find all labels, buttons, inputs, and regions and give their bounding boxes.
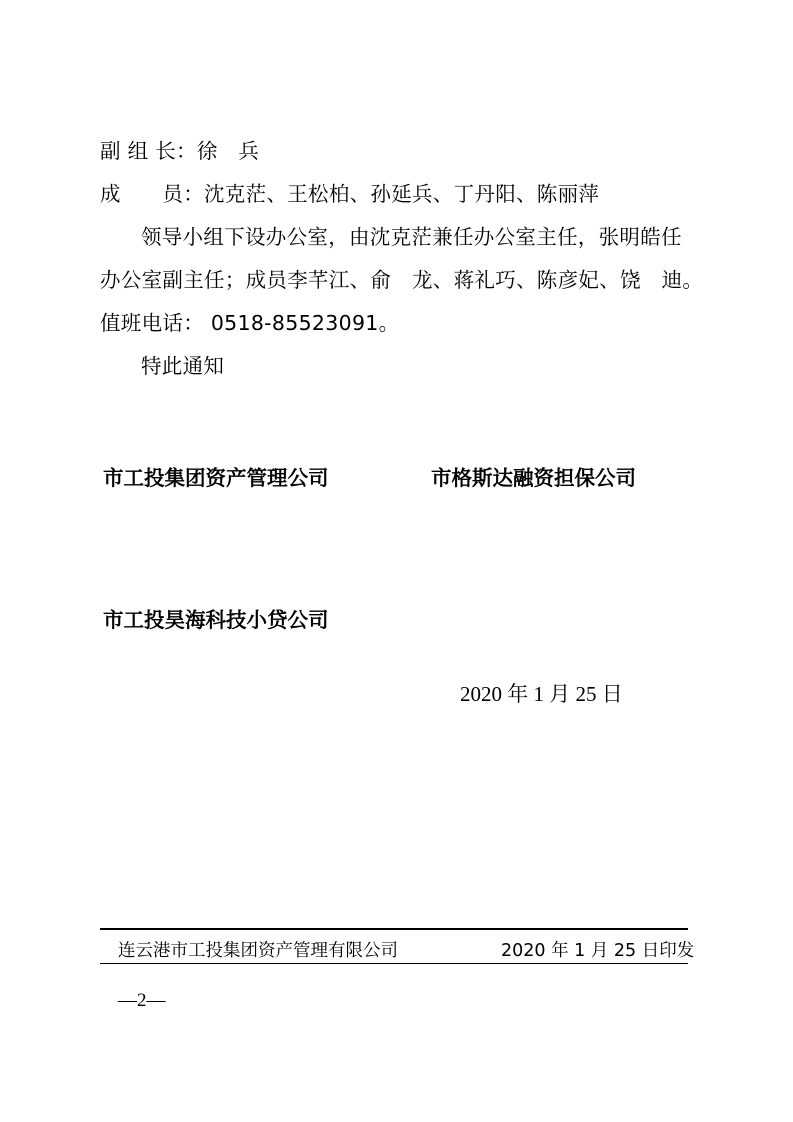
signature-company-1: 市工投集团资产管理公司	[103, 466, 329, 490]
body-line-notice-closing: 特此通知	[141, 354, 225, 378]
body-line-office-2: 办公室副主任；成员李芊江、俞 龙、蒋礼巧、陈彦妃、饶 迪。	[100, 268, 704, 292]
body-line-duty-phone: 值班电话： 0518-85523091。	[100, 311, 400, 335]
signature-gap	[329, 466, 432, 490]
footer-issuer: 连云港市工投集团资产管理有限公司	[118, 941, 398, 961]
body-line-deputy-leader: 副 组 长：徐 兵	[100, 139, 260, 163]
footer-rule-top	[100, 928, 688, 930]
document-body	[100, 130, 710, 388]
footer-rule-bottom	[100, 963, 688, 964]
footer-issue-date: 2020 年 1 月 25 日印发	[501, 941, 695, 961]
body-line-office-1: 领导小组下设办公室，由沈克茫兼任办公室主任，张明皓任	[141, 225, 682, 249]
page-number: —2—	[118, 990, 166, 1011]
signature-block	[103, 462, 723, 494]
body-line-members: 成 员：沈克茫、王松柏、孙延兵、丁丹阳、陈丽萍	[100, 182, 600, 206]
signature-company-3: 市工投昊海科技小贷公司	[103, 608, 329, 632]
signature-row-1	[103, 462, 723, 494]
signature-company-2: 市格斯达融资担保公司	[431, 466, 636, 490]
signature-date: 2020 年 1 月 25 日	[460, 682, 623, 706]
